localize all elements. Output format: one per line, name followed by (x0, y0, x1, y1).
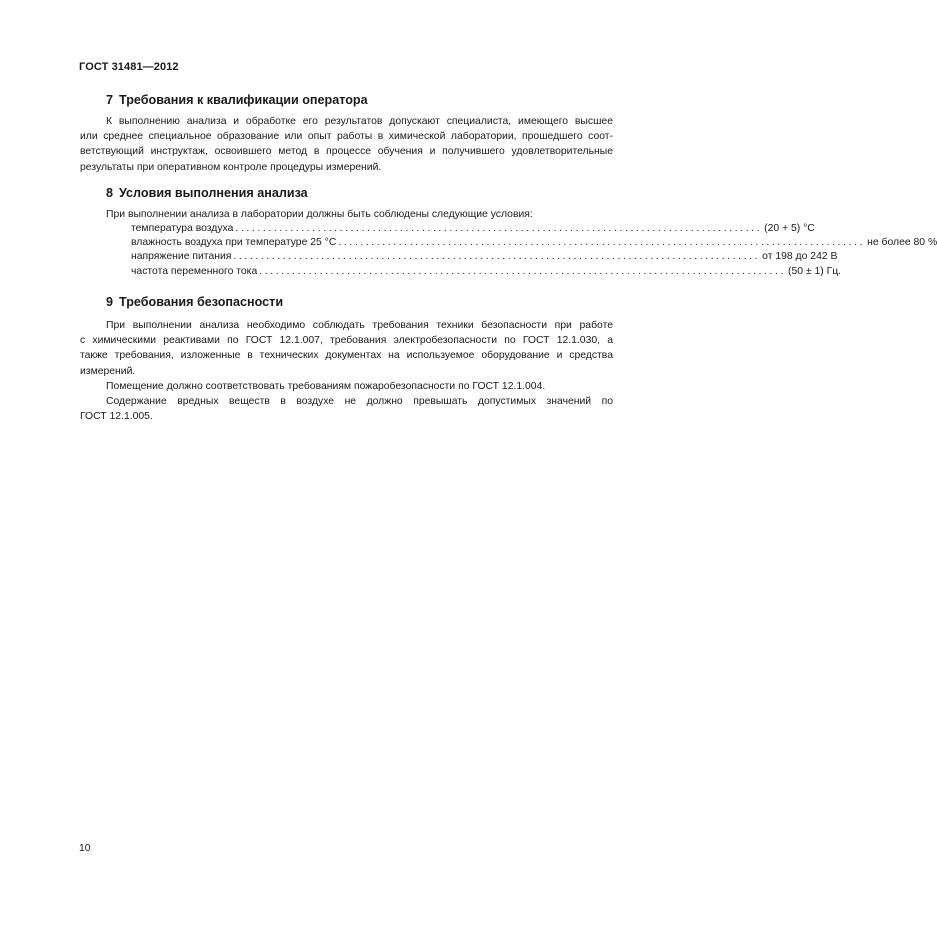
leader-dots: ................................................................................................ (233, 251, 761, 263)
condition-value: от 198 до 242 В (762, 251, 838, 263)
section-8-intro-line: При выполнении анализа в лаборатории должны быть соблюдены следующие условия: (106, 209, 533, 220)
conditions-list (131, 222, 937, 279)
section-7-line-1: К выполнению анализа и обработке его результатов допускают специалиста, имеющего высшее (106, 116, 613, 127)
condition-value: (20 + 5) °С (764, 223, 815, 234)
leader-dots: ................................................................................................ (235, 223, 763, 234)
condition-row-humidity (131, 236, 937, 250)
section-7-number: 7 (106, 93, 114, 107)
leader-dots: ................................................................................................ (338, 237, 866, 249)
section-8-number: 8 (106, 186, 114, 200)
section-9-number: 9 (106, 295, 114, 309)
section-8-heading: Условия выполнения анализа (119, 186, 308, 200)
condition-value: не более 80 % (867, 237, 937, 249)
document-code: ГОСТ 31481—2012 (79, 61, 179, 73)
section-8-title (106, 186, 308, 200)
section-9-p3-line-2: ГОСТ 12.1.005. (80, 411, 153, 423)
section-9-p3-line-1: Содержание вредных веществ в воздухе не должно превышать допустимых значений по (106, 395, 613, 407)
section-9-title (106, 295, 283, 309)
section-7-line-4: результаты при оперативном контроле процедуры измерений. (80, 161, 382, 173)
condition-row-voltage (131, 250, 838, 264)
section-9-body (80, 318, 613, 424)
section-8-intro (80, 207, 613, 222)
section-7-title (106, 93, 368, 107)
section-9-p1-line-3: также требования, изложенные в технических документах на используемое оборудование и средства (80, 350, 613, 362)
condition-row-frequency (131, 265, 842, 279)
condition-value: (50 ± 1) Гц. (787, 265, 842, 277)
condition-label: частота переменного тока (131, 265, 258, 277)
section-9-p1-line-2: с химическими реактивами по ГОСТ 12.1.007, требования электробезопасности по ГОСТ 12.1.030, а (80, 335, 613, 347)
section-9-p1-line-4: измерений. (80, 365, 136, 377)
section-7-heading: Требования к квалификации оператора (119, 93, 368, 107)
section-7-line-3: ветствующий инструктаж, освоившего метод в процессе обучения и получившего удовлетворительные (80, 146, 613, 158)
section-9-p2: Помещение должно соответствовать требованиям пожаробезопасности по ГОСТ 12.1.004. (106, 380, 546, 392)
leader-dots: ................................................................................................ (259, 265, 786, 277)
condition-row-temperature (131, 222, 815, 236)
section-9-heading: Требования безопасности (119, 295, 284, 309)
page-number: 10 (79, 843, 91, 854)
section-7-body (80, 114, 613, 175)
condition-label: напряжение питания (131, 251, 232, 263)
condition-label: влажность воздуха при температуре 25 °С (131, 237, 337, 249)
section-7-line-2: или среднее специальное образование или опыт работы в химической лаборатории, прошедшего соот- (80, 131, 613, 143)
condition-label: температура воздуха (131, 223, 234, 234)
section-9-p1-line-1: При выполнении анализа необходимо соблюдать требования техники безопасности при работе (106, 320, 613, 331)
